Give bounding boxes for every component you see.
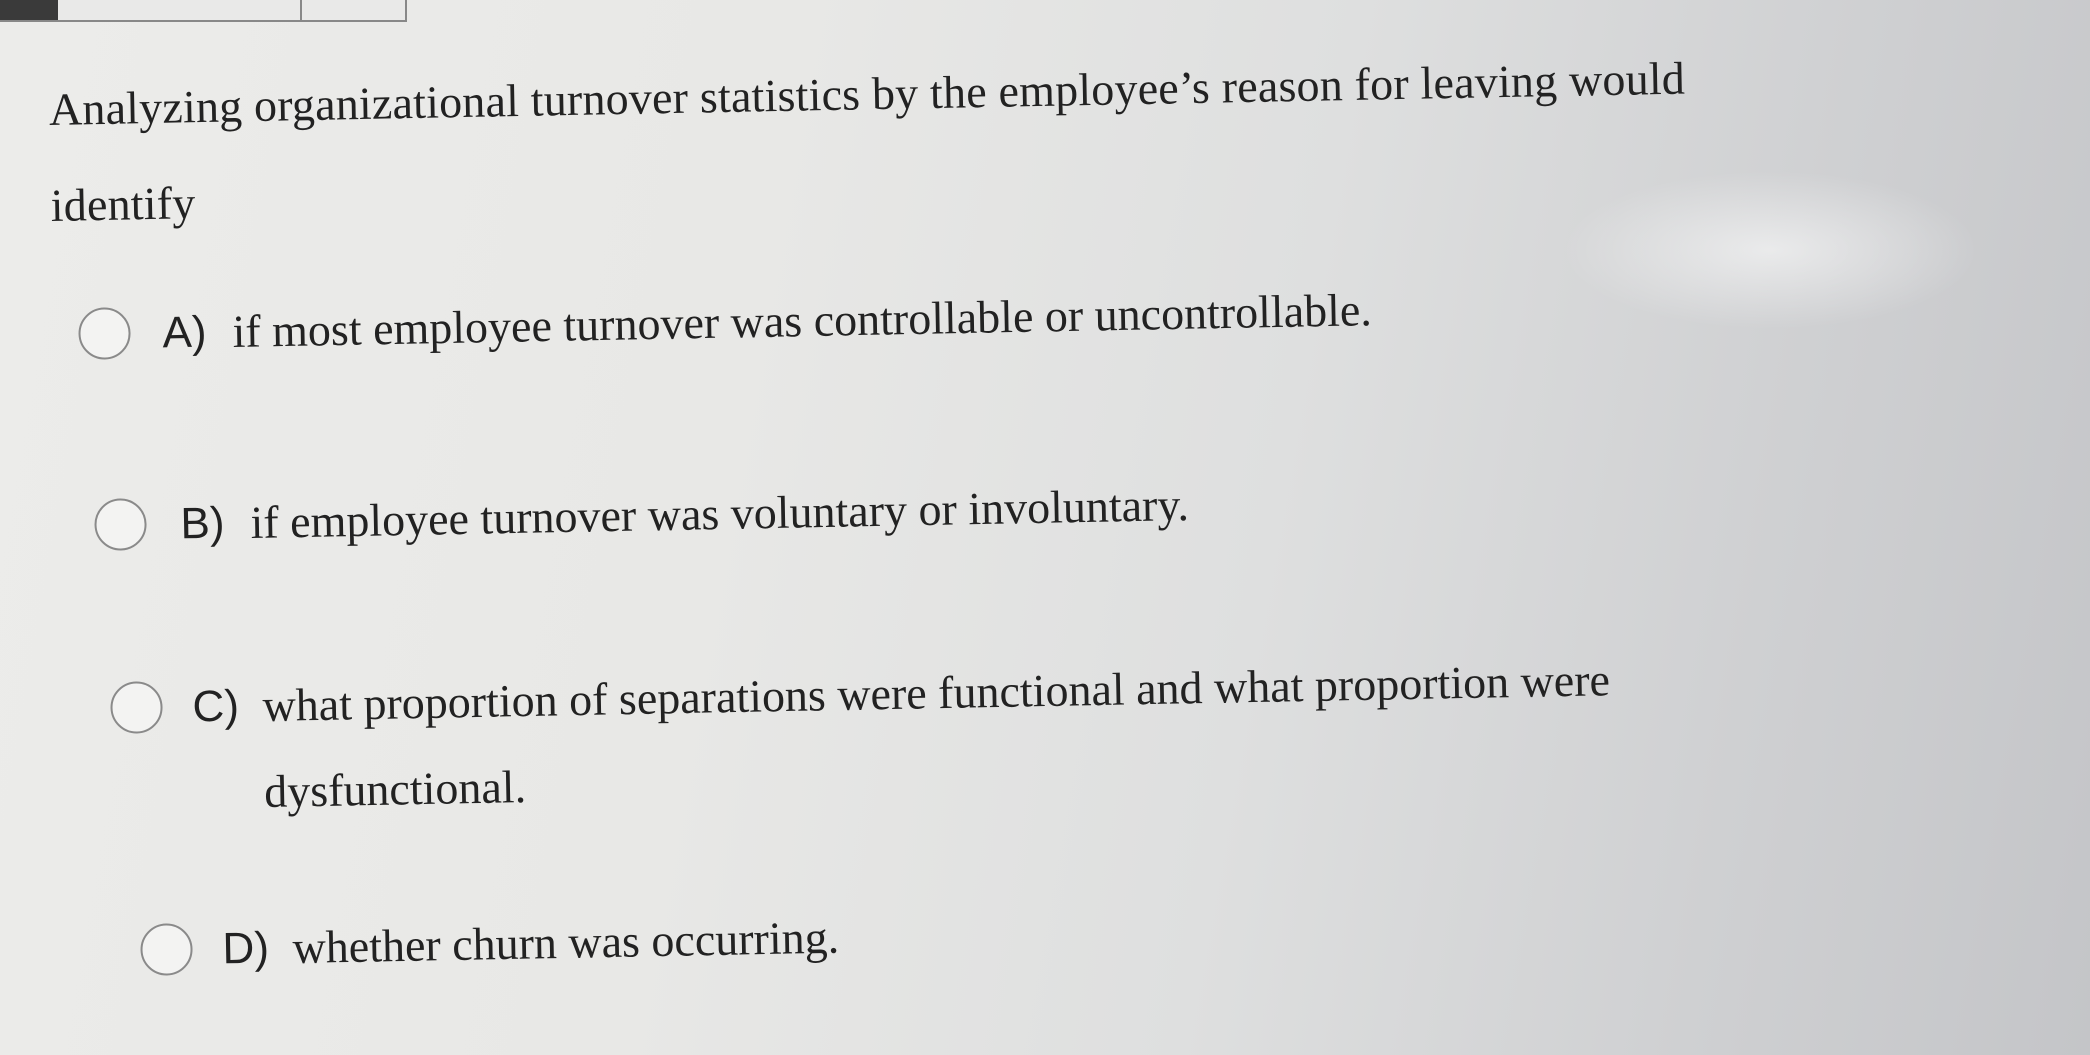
option-letter-b: B) xyxy=(180,498,225,549)
answer-option-a[interactable] xyxy=(78,281,1373,378)
top-toolbar-strip xyxy=(0,0,407,22)
answer-option-c[interactable] xyxy=(110,650,1665,838)
option-letter-c: C) xyxy=(192,681,240,732)
question-text: Analyzing organizational turnover statistics by the employee’s reason for leaving would identify xyxy=(48,52,1686,231)
radio-button-d[interactable] xyxy=(140,923,193,976)
option-text-b: if employee turnover was voluntary or involuntary. xyxy=(250,478,1190,548)
option-text-a: if most employee turnover was controllable or uncontrollable. xyxy=(232,284,1373,358)
option-letter-d: D) xyxy=(222,923,270,974)
radio-button-c[interactable] xyxy=(110,681,163,734)
option-text-d: whether churn was occurring. xyxy=(292,911,840,974)
radio-button-b[interactable] xyxy=(94,498,147,551)
toolbar-tab[interactable] xyxy=(0,0,58,20)
answer-option-b[interactable] xyxy=(94,476,1190,569)
answer-option-d[interactable] xyxy=(140,909,840,994)
option-letter-a: A) xyxy=(162,307,207,358)
toolbar-divider xyxy=(300,0,302,20)
radio-button-a[interactable] xyxy=(78,307,131,360)
option-text-c: what proportion of separations were functional and what proportion were dysfunctional. xyxy=(262,654,1611,818)
